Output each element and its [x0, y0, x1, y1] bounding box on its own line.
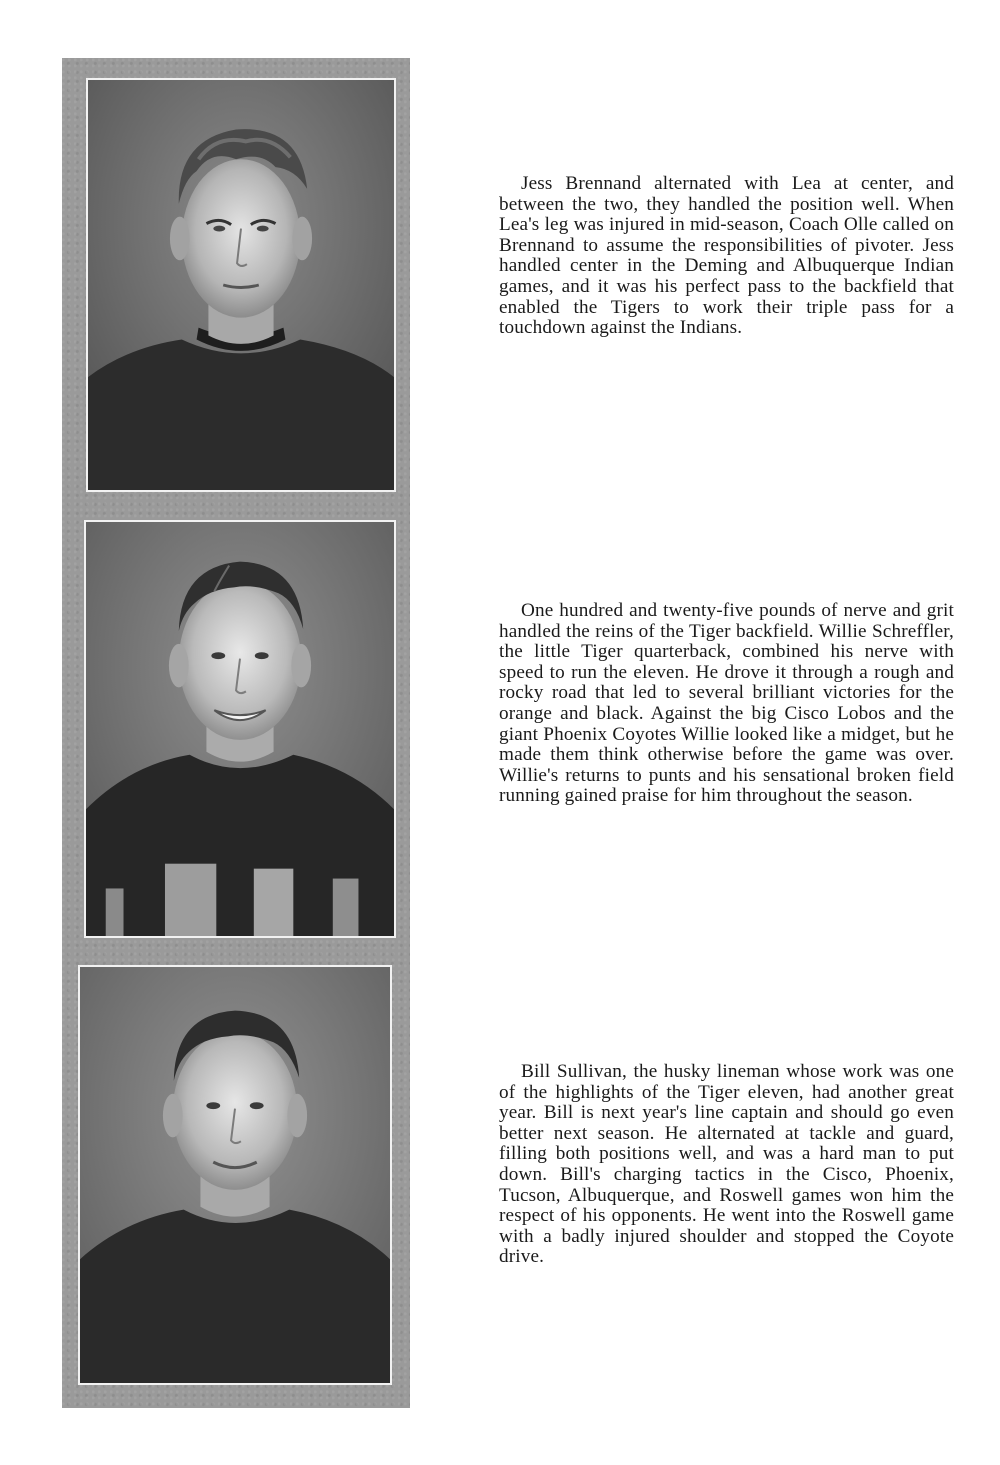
- portrait-photo-jess-brennand: [86, 78, 396, 492]
- bio-paragraph-jess-brennand: Jess Brennand alternated with Lea at center, and between the two, they handled the position well. When Lea's leg was injured in mid-season, Coach Olle called on Brennand to assume the responsibilities of pivoter. Jess handled center in the Deming and Albuquerque Indian games, and it was his perfect pass to the backfield that enabled the Tigers to work their triple pass for a touchdown against the Indians.: [499, 173, 954, 339]
- portrait-willie-schreffler-image: [86, 522, 394, 936]
- bio-paragraph-willie-schreffler: One hundred and twenty-five pounds of nerve and grit handled the reins of the Tiger backfield. Willie Schreffler, the little Tiger quarterback, combined his nerve with speed to run the eleven. He drove it through a rough and rocky road that led to several brilliant victories for the orange and black. Against the big Cisco Lobos and the giant Phoenix Coyotes Willie looked like a midget, but he made them think otherwise before the game was over. Willie's returns to punts and his sensational broken field running gained praise for him throughout the season.: [499, 600, 954, 807]
- portrait-jess-brennand-image: [88, 80, 394, 490]
- portrait-bill-sullivan-image: [80, 967, 390, 1383]
- bio-paragraph-bill-sullivan: Bill Sullivan, the husky lineman whose work was one of the highlights of the Tiger eleven, had another great year. Bill is next year's line captain and should go even better next season. He alternated at tackle and guard, filling both positions well, and was a hard man to put down. Bill's charging tactics in the Cisco, Phoenix, Tucson, Albuquerque, and Roswell games won him the respect of his opponents. He went into the Roswell game with a badly injured shoulder and stopped the Coyote drive.: [499, 1061, 954, 1268]
- portrait-photo-bill-sullivan: [78, 965, 392, 1385]
- portrait-photo-willie-schreffler: [84, 520, 396, 938]
